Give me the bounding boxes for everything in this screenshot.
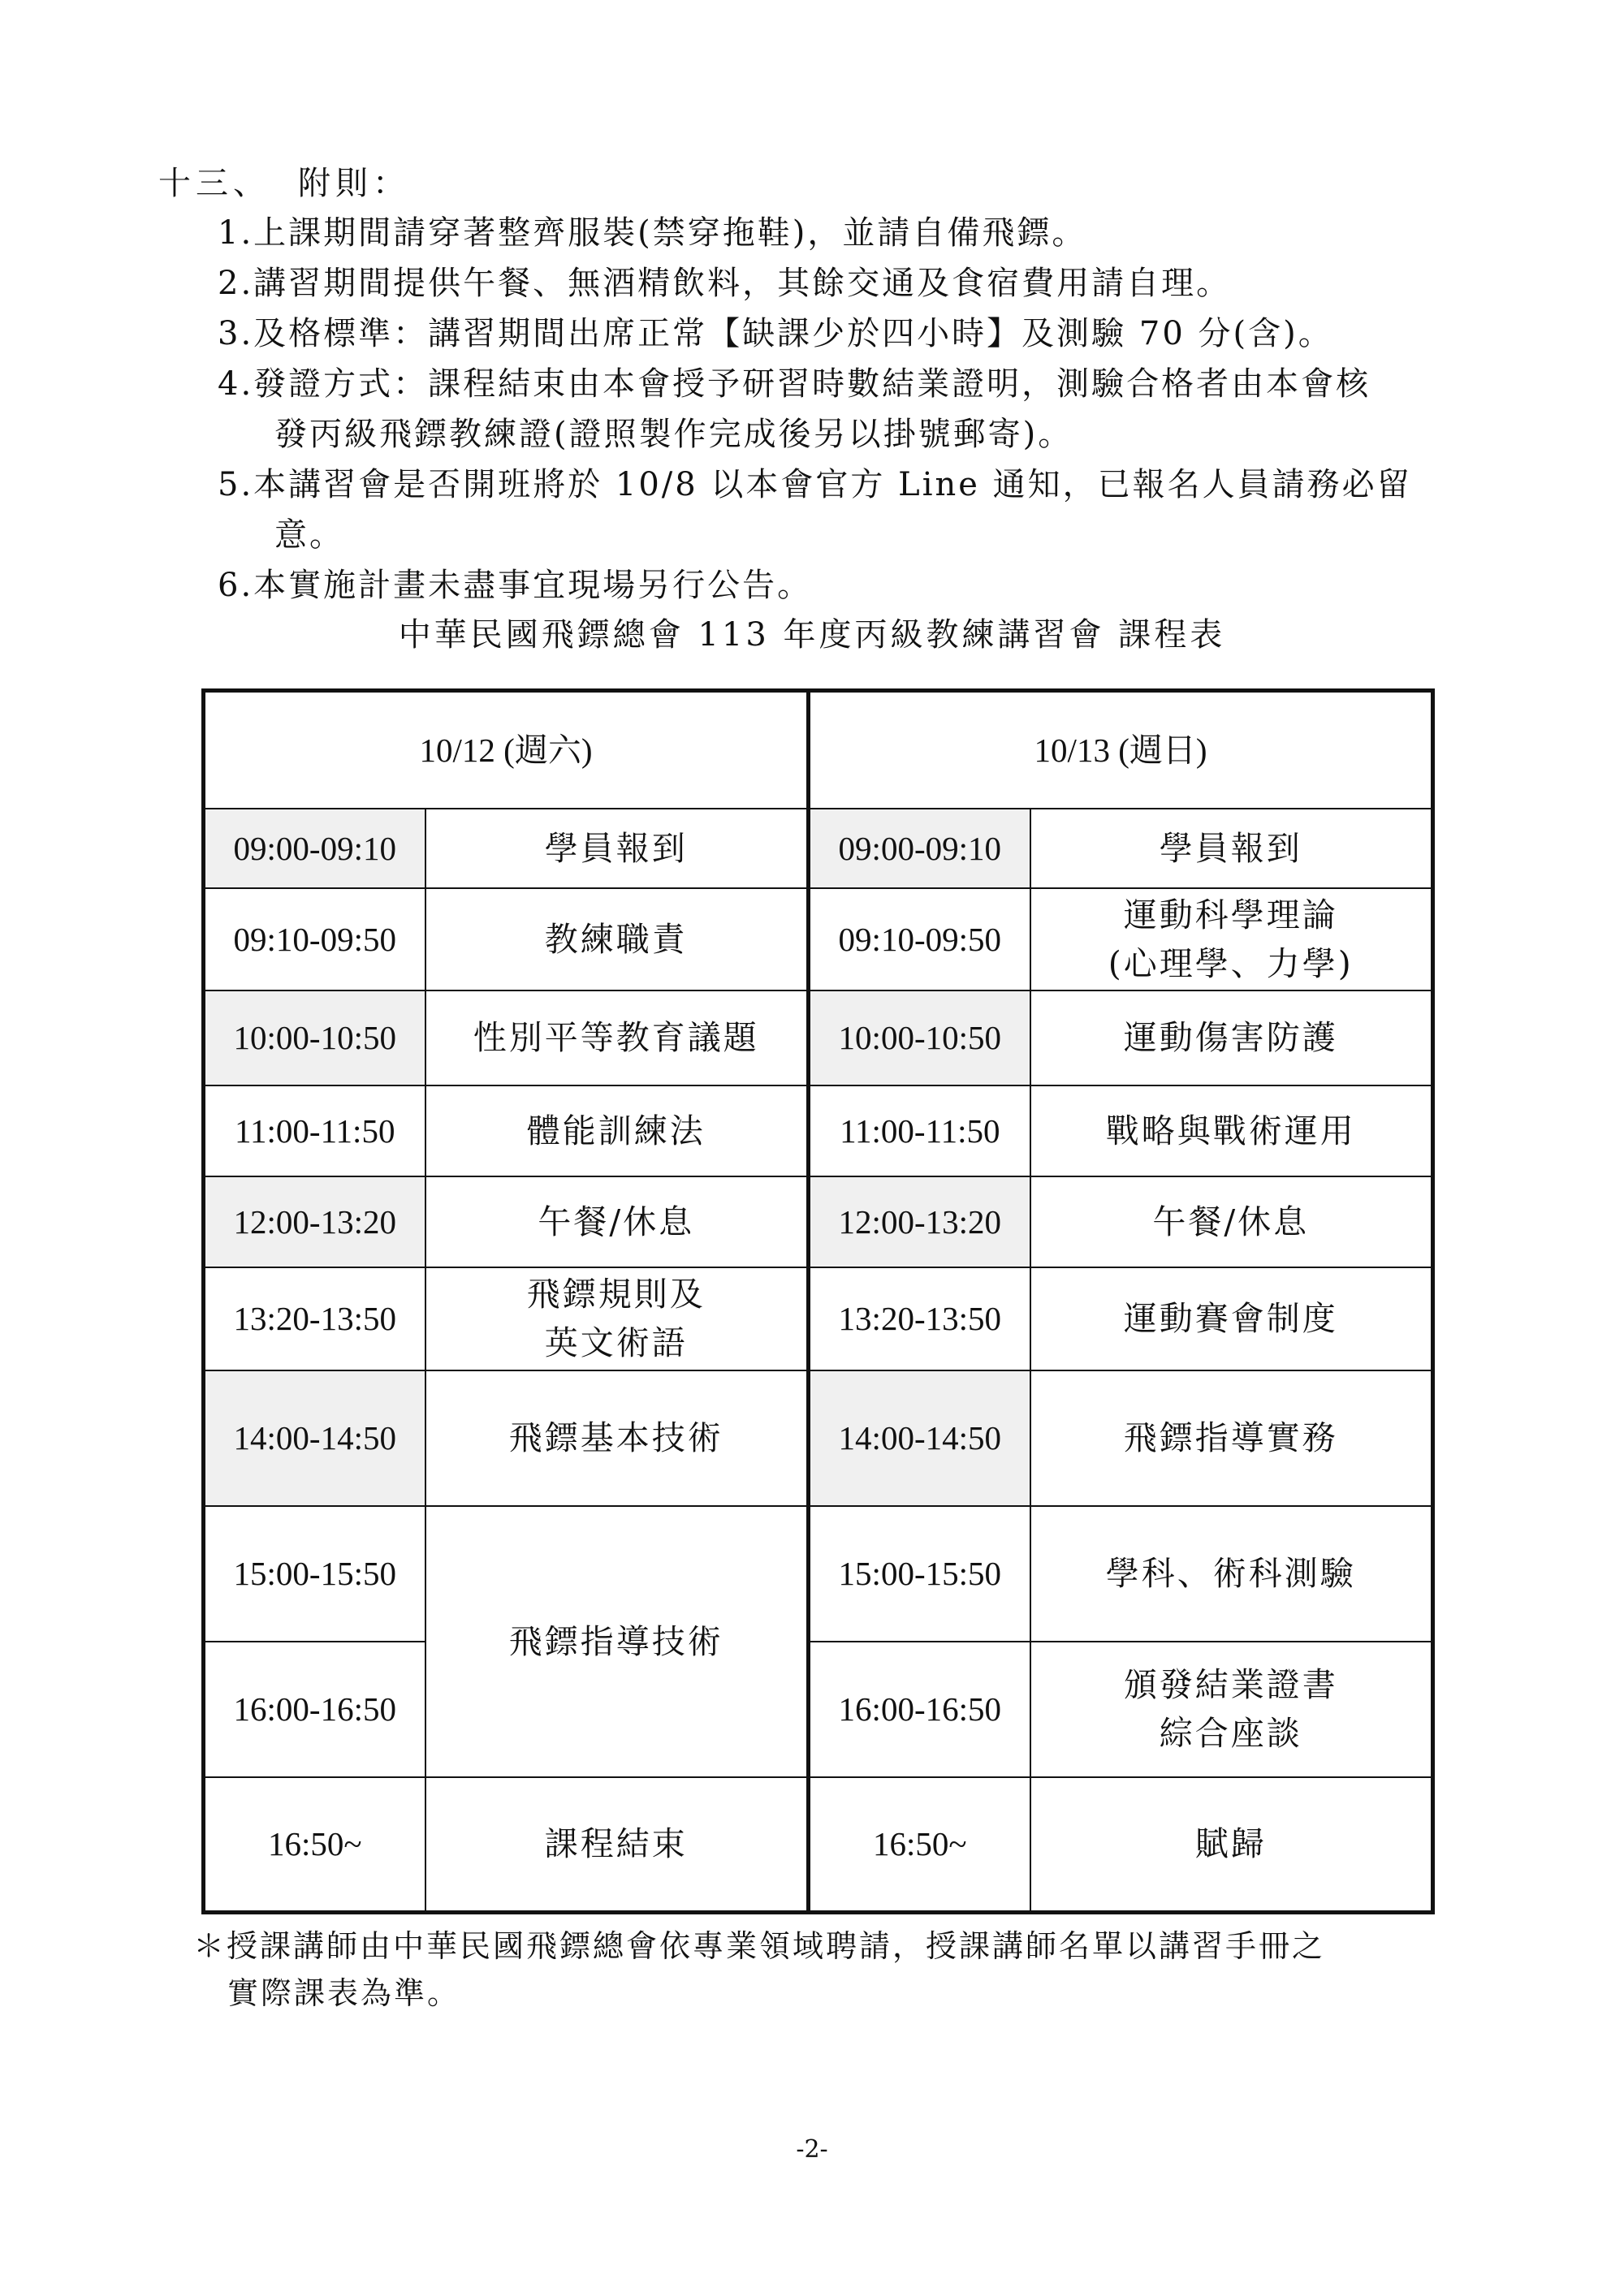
course-cell: 學科、術科測驗 <box>1030 1506 1433 1642</box>
item-text: 本實施計畫未盡事宜現場另行公告。 <box>253 567 813 604</box>
time-cell: 16:50~ <box>204 1777 425 1913</box>
time-cell: 15:00-15:50 <box>809 1506 1030 1642</box>
time-cell: 09:00-09:10 <box>809 809 1030 888</box>
course-line: 運動科學理論 <box>1123 895 1338 934</box>
course-cell: 飛鏢指導實務 <box>1030 1370 1433 1506</box>
list-item <box>218 560 1484 611</box>
time-cell: 14:00-14:50 <box>809 1370 1030 1506</box>
time-cell: 09:00-09:10 <box>204 809 425 888</box>
table-row <box>204 1176 1433 1267</box>
item-number: 2. <box>218 265 254 302</box>
footnote <box>193 1923 1460 2017</box>
item-number: 1. <box>218 214 254 252</box>
regulation-list <box>218 208 1484 611</box>
time-cell: 13:20-13:50 <box>204 1267 425 1370</box>
course-line: 飛鏢規則及 <box>526 1275 706 1314</box>
course-cell: 學員報到 <box>1030 809 1433 888</box>
item-text: 發證方式：課程結束由本會授予研習時數結業證明，測驗合格者由本會核 <box>253 365 1371 403</box>
item-text-continued: 發丙級飛鏢教練證(證照製作完成後另以掛號郵寄)。 <box>274 416 1073 453</box>
course-cell: 午餐/休息 <box>1030 1176 1433 1267</box>
time-cell: 09:10-09:50 <box>809 888 1030 990</box>
table-title: 中華民國飛鏢總會 113 年度丙級教練講習會 課程表 <box>398 616 1226 654</box>
time-cell: 16:00-16:50 <box>809 1642 1030 1777</box>
course-cell: 運動賽會制度 <box>1030 1267 1433 1370</box>
time-cell: 16:00-16:50 <box>204 1642 425 1777</box>
course-cell: 運動傷害防護 <box>1030 990 1433 1085</box>
day-header-sunday: 10/13 (週日) <box>809 691 1433 809</box>
time-cell: 12:00-13:20 <box>809 1176 1030 1267</box>
course-cell <box>425 1267 809 1370</box>
item-text: 上課期間請穿著整齊服裝(禁穿拖鞋)，並請自備飛鏢。 <box>253 214 1087 252</box>
course-cell: 性別平等教育議題 <box>425 990 809 1085</box>
course-cell <box>1030 888 1433 990</box>
time-cell: 16:50~ <box>809 1777 1030 1913</box>
time-cell: 15:00-15:50 <box>204 1506 425 1642</box>
course-cell: 體能訓練法 <box>425 1085 809 1176</box>
time-cell: 11:00-11:50 <box>809 1085 1030 1176</box>
course-cell: 賦歸 <box>1030 1777 1433 1913</box>
time-cell: 11:00-11:50 <box>204 1085 425 1176</box>
section-heading <box>158 162 410 205</box>
footnote-mark: ＊ <box>193 1928 227 1964</box>
schedule-table <box>201 688 1435 1914</box>
item-text: 及格標準：講習期間出席正常【缺課少於四小時】及測驗 70 分(含)。 <box>253 315 1333 352</box>
course-line: 綜合座談 <box>1159 1714 1302 1753</box>
item-text: 本講習會是否開班將於 10/8 以本會官方 Line 通知，已報名人員請務必留 <box>253 466 1412 503</box>
table-row <box>204 809 1433 888</box>
item-number: 5. <box>218 466 254 503</box>
page-number: -2- <box>796 2135 828 2164</box>
time-cell: 10:00-10:50 <box>809 990 1030 1085</box>
day-header-row <box>204 691 1433 809</box>
list-item <box>218 258 1484 309</box>
course-line: (心理學、力學) <box>1108 943 1354 983</box>
course-cell-merged: 飛鏢指導技術 <box>425 1506 809 1777</box>
course-cell: 教練職責 <box>425 888 809 990</box>
course-cell: 飛鏢基本技術 <box>425 1370 809 1506</box>
list-item <box>218 208 1484 258</box>
table-row <box>204 1085 1433 1176</box>
time-cell: 10:00-10:50 <box>204 990 425 1085</box>
day-header-saturday: 10/12 (週六) <box>204 691 809 809</box>
section-label: 十三、 <box>158 165 270 202</box>
item-number: 6. <box>218 567 254 604</box>
item-text: 講習期間提供午餐、無酒精飲料，其餘交通及食宿費用請自理。 <box>253 265 1232 302</box>
item-number: 3. <box>218 315 254 352</box>
footnote-text-continued: 實際課表為準。 <box>227 1975 461 2011</box>
footnote-text: 授課講師由中華民國飛鏢總會依專業領域聘請，授課講師名單以講習手冊之 <box>227 1928 1326 1964</box>
course-cell: 課程結束 <box>425 1777 809 1913</box>
time-cell: 13:20-13:50 <box>809 1267 1030 1370</box>
list-item <box>218 460 1484 560</box>
item-text-continued: 意。 <box>274 516 344 554</box>
list-item <box>218 309 1484 359</box>
course-cell: 午餐/休息 <box>425 1176 809 1267</box>
list-item <box>218 359 1484 460</box>
table-row <box>204 1506 1433 1642</box>
time-cell: 09:10-09:50 <box>204 888 425 990</box>
course-line: 頒發結業證書 <box>1123 1665 1338 1704</box>
course-cell: 戰略與戰術運用 <box>1030 1085 1433 1176</box>
table-row <box>204 1267 1433 1370</box>
time-cell: 14:00-14:50 <box>204 1370 425 1506</box>
table-row <box>204 1642 1433 1777</box>
time-cell: 12:00-13:20 <box>204 1176 425 1267</box>
table-row <box>204 1370 1433 1506</box>
course-cell: 學員報到 <box>425 809 809 888</box>
course-line: 英文術語 <box>544 1323 688 1362</box>
course-cell <box>1030 1642 1433 1777</box>
table-row <box>204 888 1433 990</box>
table-row <box>204 990 1433 1085</box>
item-number: 4. <box>218 365 254 403</box>
section-title: 附則： <box>298 165 410 202</box>
table-row <box>204 1777 1433 1913</box>
